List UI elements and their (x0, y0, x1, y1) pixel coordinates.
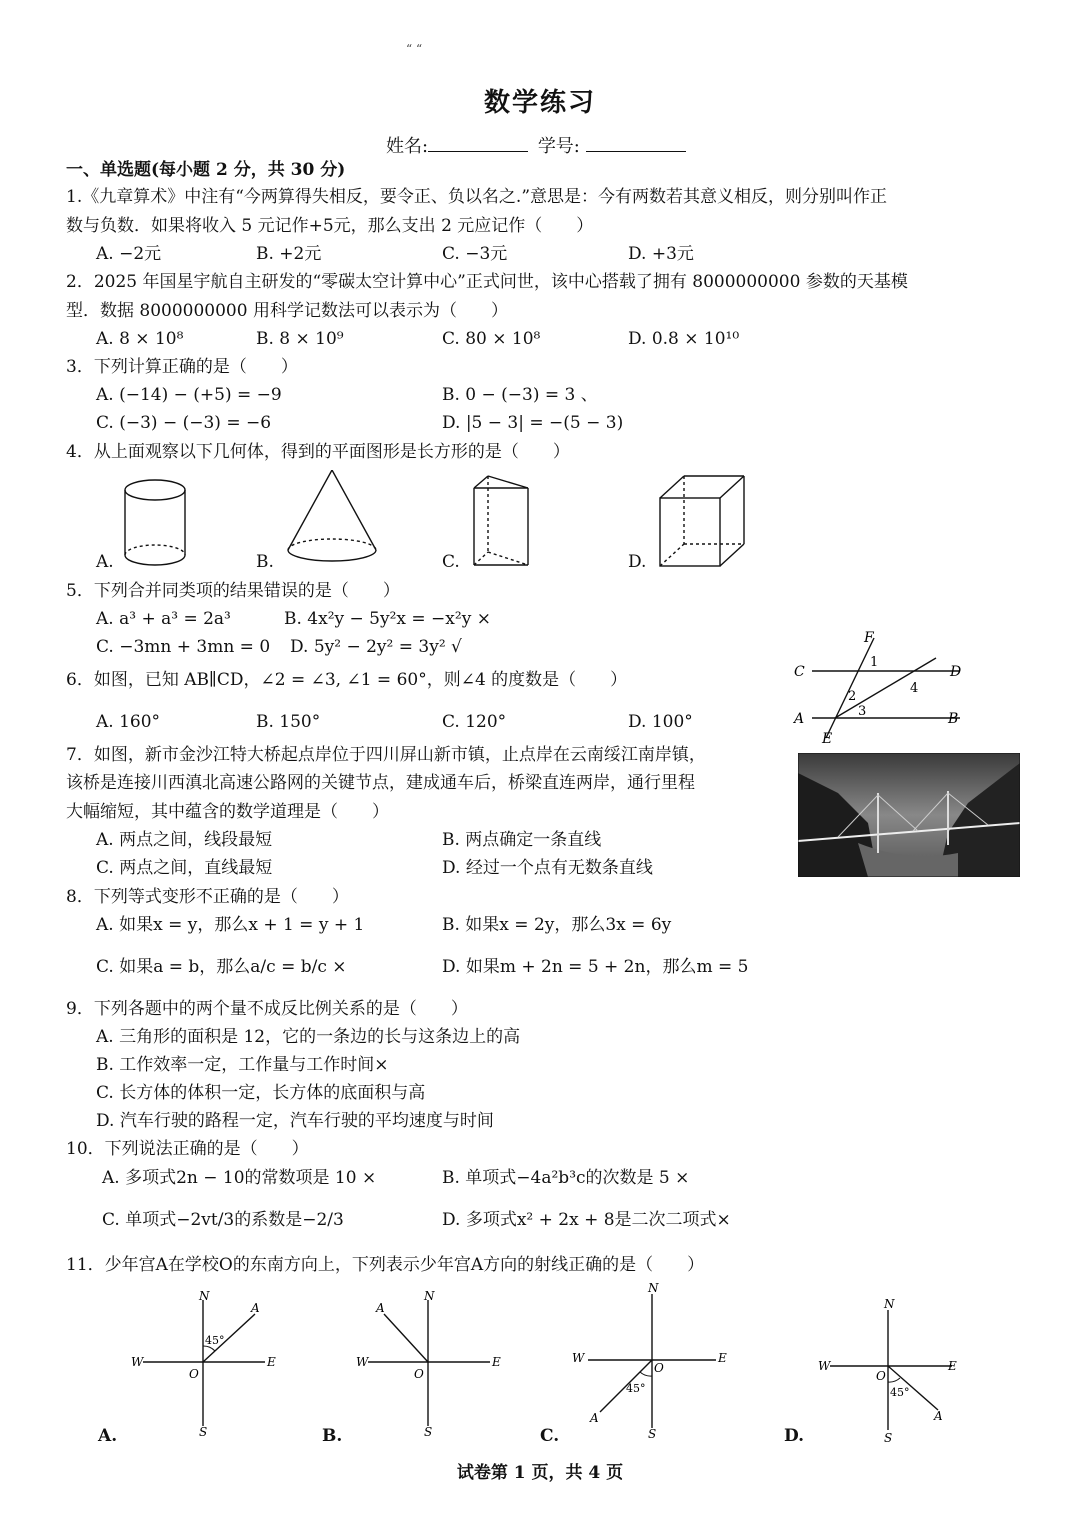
fig-label-c: C (794, 664, 805, 680)
q11-stem: 11．少年宫A在学校O的东南方向上，下列表示少年宫A方向的射线正确的是（ ） (66, 1255, 705, 1275)
q5-option-b[interactable]: B. 4x²y − 5y²x = −x²y × (284, 609, 491, 629)
label-w: W (818, 1359, 831, 1373)
fig-angle-2: 2 (848, 689, 857, 704)
fig-label-b: B (948, 711, 959, 727)
triangular-prism-icon (474, 476, 528, 565)
q5-stem: 5．下列合并同类项的结果错误的是（ ） (66, 581, 400, 601)
label-w: W (131, 1355, 144, 1369)
q4-stem: 4．从上面观察以下几何体，得到的平面图形是长方形的是（ ） (66, 442, 570, 462)
name-blank[interactable] (428, 135, 528, 152)
label-45: 45° (205, 1334, 225, 1347)
q10-option-d[interactable]: D. 多项式x² + 2x + 8是二次二项式× (442, 1210, 731, 1230)
fig-label-d: D (950, 664, 962, 680)
q3-option-b[interactable]: B. 0 − (−3) = 3 、 (442, 385, 598, 405)
label-45: 45° (890, 1386, 910, 1399)
q9-stem: 9．下列各题中的两个量不成反比例关系的是（ ） (66, 999, 468, 1019)
fig-angle-3: 3 (858, 704, 867, 719)
q1-option-a[interactable]: A. −2元 (96, 244, 162, 264)
q6-stem: 6．如图，已知 AB∥CD，∠2 = ∠3, ∠1 = 60°，则∠4 的度数是（ ） (66, 670, 628, 690)
q11-option-c[interactable]: C. (540, 1426, 560, 1446)
q8-option-a[interactable]: A. 如果x = y，那么x + 1 = y + 1 (96, 915, 365, 935)
q4-option-b[interactable]: B. (256, 552, 274, 572)
q7-option-a[interactable]: A. 两点之间，线段最短 (96, 830, 273, 850)
q4-option-c[interactable]: C. (442, 552, 460, 572)
q10-option-b[interactable]: B. 单项式−4a²b³c的次数是 5 × (442, 1168, 690, 1188)
label-a: A (251, 1301, 260, 1315)
label-45: 45° (626, 1382, 646, 1395)
q3-option-c[interactable]: C. (−3) − (−3) = −6 (96, 413, 272, 433)
cube-icon (660, 476, 744, 566)
label-w: W (356, 1355, 369, 1369)
q2-option-a[interactable]: A. 8 × 10⁸ (96, 329, 184, 349)
label-o: O (876, 1369, 886, 1383)
label-s: S (884, 1431, 893, 1445)
q7-stem-1: 7．如图，新市金沙江特大桥起点岸位于四川屏山新市镇，止点岸在云南绥江南岸镇， (66, 745, 706, 765)
q5-option-d[interactable]: D. 5y² − 2y² = 3y² √ (290, 637, 462, 657)
q10-stem: 10．下列说法正确的是（ ） (66, 1139, 309, 1159)
q6-option-b[interactable]: B. 150° (256, 712, 321, 732)
name-label: 姓名: (386, 136, 429, 157)
compass-c-figure (568, 1280, 738, 1440)
q4-option-a[interactable]: A. (96, 552, 114, 572)
q3-stem: 3．下列计算正确的是（ ） (66, 357, 298, 377)
label-o: O (654, 1361, 664, 1375)
label-s: S (648, 1427, 657, 1440)
label-n: N (648, 1281, 659, 1295)
q1-stem-1: 1.《九章算术》中注有“今两算得失相反，要令正、负以名之.”意思是：今有两数若其意义相反，则分别叫作正 (66, 187, 888, 207)
name-field (386, 132, 686, 158)
q7-stem-3: 大幅缩短，其中蕴含的数学道理是（ ） (66, 802, 389, 822)
fig-angle-4: 4 (910, 681, 919, 696)
q3-option-a[interactable]: A. (−14) − (+5) = −9 (96, 385, 282, 405)
label-e: E (492, 1355, 501, 1369)
q1-option-d[interactable]: D. +3元 (628, 244, 694, 264)
fig-label-a: A (794, 711, 805, 727)
q10-option-c[interactable]: C. 单项式−2vt/3的系数是−2/3 (102, 1210, 344, 1230)
label-a: A (934, 1409, 943, 1423)
label-a: A (376, 1301, 385, 1315)
q8-option-c[interactable]: C. 如果a = b，那么a/c = b/c × (96, 957, 347, 977)
q6-parallel-lines-figure (790, 628, 970, 748)
label-n: N (424, 1289, 435, 1303)
label-o: O (189, 1367, 199, 1381)
q8-option-b[interactable]: B. 如果x = 2y，那么3x = 6y (442, 915, 672, 935)
q2-stem-1: 2．2025 年国星宇航自主研发的“零碳太空计算中心”正式问世，该中心搭载了拥有 8000000000 参数的天基模 (66, 272, 908, 292)
label-s: S (199, 1425, 208, 1438)
q2-option-c[interactable]: C. 80 × 10⁸ (442, 329, 541, 349)
q8-stem: 8．下列等式变形不正确的是（ ） (66, 887, 349, 907)
label-n: N (199, 1289, 210, 1303)
q9-option-c[interactable]: C. 长方体的体积一定，长方体的底面积与高 (96, 1083, 426, 1103)
q9-option-d[interactable]: D. 汽车行驶的路程一定，汽车行驶的平均速度与时间 (96, 1111, 494, 1131)
label-s: S (424, 1425, 433, 1438)
label-o: O (414, 1367, 424, 1381)
q5-option-c[interactable]: C. −3mn + 3mn = 0 (96, 637, 271, 657)
q6-option-c[interactable]: C. 120° (442, 712, 507, 732)
q8-option-d[interactable]: D. 如果m + 2n = 5 + 2n，那么m = 5 (442, 957, 749, 977)
q11-option-b[interactable]: B. (322, 1426, 343, 1446)
q1-option-c[interactable]: C. −3元 (442, 244, 508, 264)
q11-option-d[interactable]: D. (784, 1426, 805, 1446)
q2-stem-2: 型．数据 8000000000 用科学记数法可以表示为（ ） (66, 301, 508, 321)
fig-angle-1: 1 (870, 655, 879, 670)
quote-marks: “ “ (406, 42, 423, 56)
q2-option-b[interactable]: B. 8 × 10⁹ (256, 329, 344, 349)
id-label: 学号: (537, 136, 580, 157)
label-a: A (590, 1411, 599, 1425)
cylinder-icon (125, 480, 185, 565)
label-e: E (718, 1351, 727, 1365)
q11-option-a[interactable]: A. (98, 1426, 118, 1446)
q4-solids-figure (110, 470, 770, 580)
q7-option-d[interactable]: D. 经过一个点有无数条直线 (442, 858, 653, 878)
compass-d-figure (810, 1296, 970, 1446)
label-n: N (884, 1297, 895, 1311)
page-footer: 试卷第 1 页，共 4 页 (456, 1463, 624, 1483)
label-w: W (572, 1351, 585, 1365)
id-blank[interactable] (586, 135, 686, 152)
section-heading: 一、单选题(每小题 2 分，共 30 分) (66, 160, 346, 180)
q9-option-b[interactable]: B. 工作效率一定，工作量与工作时间× (96, 1055, 389, 1075)
fig-label-f: F (864, 630, 874, 646)
q6-option-a[interactable]: A. 160° (96, 712, 161, 732)
q7-option-c[interactable]: C. 两点之间，直线最短 (96, 858, 273, 878)
q10-option-a[interactable]: A. 多项式2n − 10的常数项是 10 × (102, 1168, 377, 1188)
q7-stem-2: 该桥是连接川西滇北高速公路网的关键节点，建成通车后，桥梁直连两岸，通行里程 (66, 773, 695, 793)
q3-option-d[interactable]: D. |5 − 3| = −(5 − 3) (442, 413, 624, 433)
q1-stem-2: 数与负数．如果将收入 5 元记作+5元，那么支出 2 元应记作（ ） (66, 216, 594, 236)
q5-option-a[interactable]: A. a³ + a³ = 2a³ (96, 609, 231, 629)
bridge-photo (798, 753, 1020, 877)
label-e: E (948, 1359, 957, 1373)
q6-option-d[interactable]: D. 100° (628, 712, 693, 732)
compass-a-figure (125, 1288, 285, 1438)
q4-option-d[interactable]: D. (628, 552, 647, 572)
cone-icon (288, 470, 376, 561)
compass-b-figure (350, 1288, 510, 1438)
q7-option-b[interactable]: B. 两点确定一条直线 (442, 830, 602, 850)
label-e: E (267, 1355, 276, 1369)
fig-label-e: E (822, 731, 833, 747)
q1-option-b[interactable]: B. +2元 (256, 244, 322, 264)
q2-option-d[interactable]: D. 0.8 × 10¹⁰ (628, 329, 740, 349)
page-title: 数学练习 (483, 88, 596, 118)
q9-option-a[interactable]: A. 三角形的面积是 12，它的一条边的长与这条边上的高 (96, 1027, 521, 1047)
